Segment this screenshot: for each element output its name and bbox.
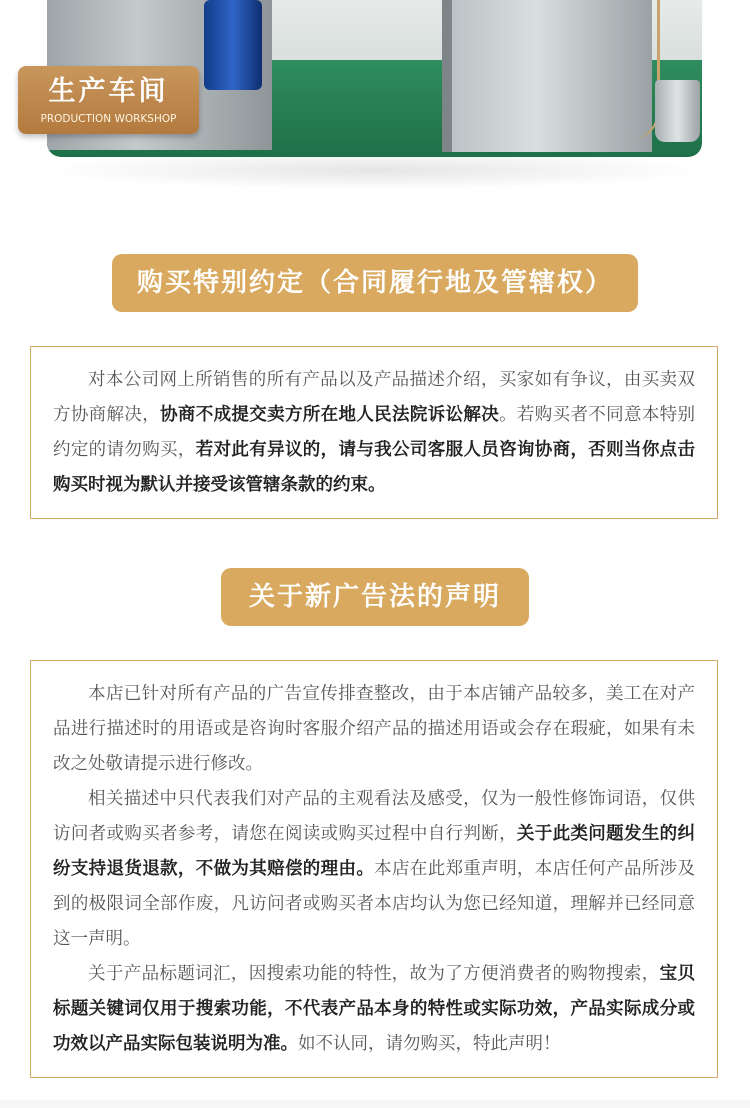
photo-machine-right [442,0,652,152]
section2-p3-text2: 如不认同，请勿购买，特此声明！ [298,1034,561,1054]
photo-motor [204,0,262,90]
section1-p1-text2: 。若购买者不同意本特别约定的请勿购买， [53,405,696,460]
workshop-title-cn: 生产车间 [48,76,169,107]
workshop-title-en: PRODUCTION WORKSHOP [40,113,177,125]
section2-textbox [30,660,718,1078]
section2-p2-text2: 本店在此郑重声明，本店任何产品所涉及到的极限词全部作废，凡访问者或购买者本店均认为您已经知道，理解并已经同意这一声明。 [53,859,695,949]
section2-paragraph-1 [53,677,695,782]
section2-p1-text1: 本店已针对所有产品的广告宣传排查整改，由于本店铺产品较多，美工在对产品进行描述时的用语或是咨询时客服介绍产品的描述用语或会存在瑕疵，如果有未改之处敬请提示进行修改。 [53,684,695,774]
section2-p2-bold1: 关于此类问题发生的纠纷支持退货退款，不做为其赔偿的理由。 [53,824,696,879]
bottom-strip [0,1100,750,1108]
section1-textbox [30,346,718,519]
photo-pail [655,80,700,142]
section2-paragraph-2 [53,782,695,957]
section2-heading: 关于新广告法的声明 [221,568,529,626]
section1-p1-bold2: 若对此有异议的，请与我公司客服人员咨询协商，否则当你点击购买时视为默认并接受该管辖条款的约束。 [53,440,696,495]
section1-p1-bold1: 协商不成提交卖方所在地人民法院诉讼解决 [160,405,500,425]
section1-paragraph [53,363,695,503]
photo-machine-right-edge [442,0,452,152]
section1-heading: 购买特别约定（合同履行地及管辖权） [112,254,638,312]
section2-p3-bold1: 宝贝标题关键词仅用于搜索功能，不代表产品本身的特性或实际功效，产品实际成分或功效以产品实际包装说明为准。 [53,964,696,1054]
section1-p1-text1: 对本公司网上所销售的所有产品以及产品描述介绍，买家如有争议，由买卖双方协商解决， [53,370,695,425]
section2-p2-text1: 相关描述中只代表我们对产品的主观看法及感受，仅为一般性修饰词语，仅供访问者或购买者参考，请您在阅读或购买过程中自行判断， [53,789,695,844]
section2-paragraph-3 [53,957,695,1062]
workshop-badge [18,66,199,134]
section2-p3-text1: 关于产品标题词汇，因搜索功能的特性，故为了方便消费者的购物搜索， [88,964,660,984]
